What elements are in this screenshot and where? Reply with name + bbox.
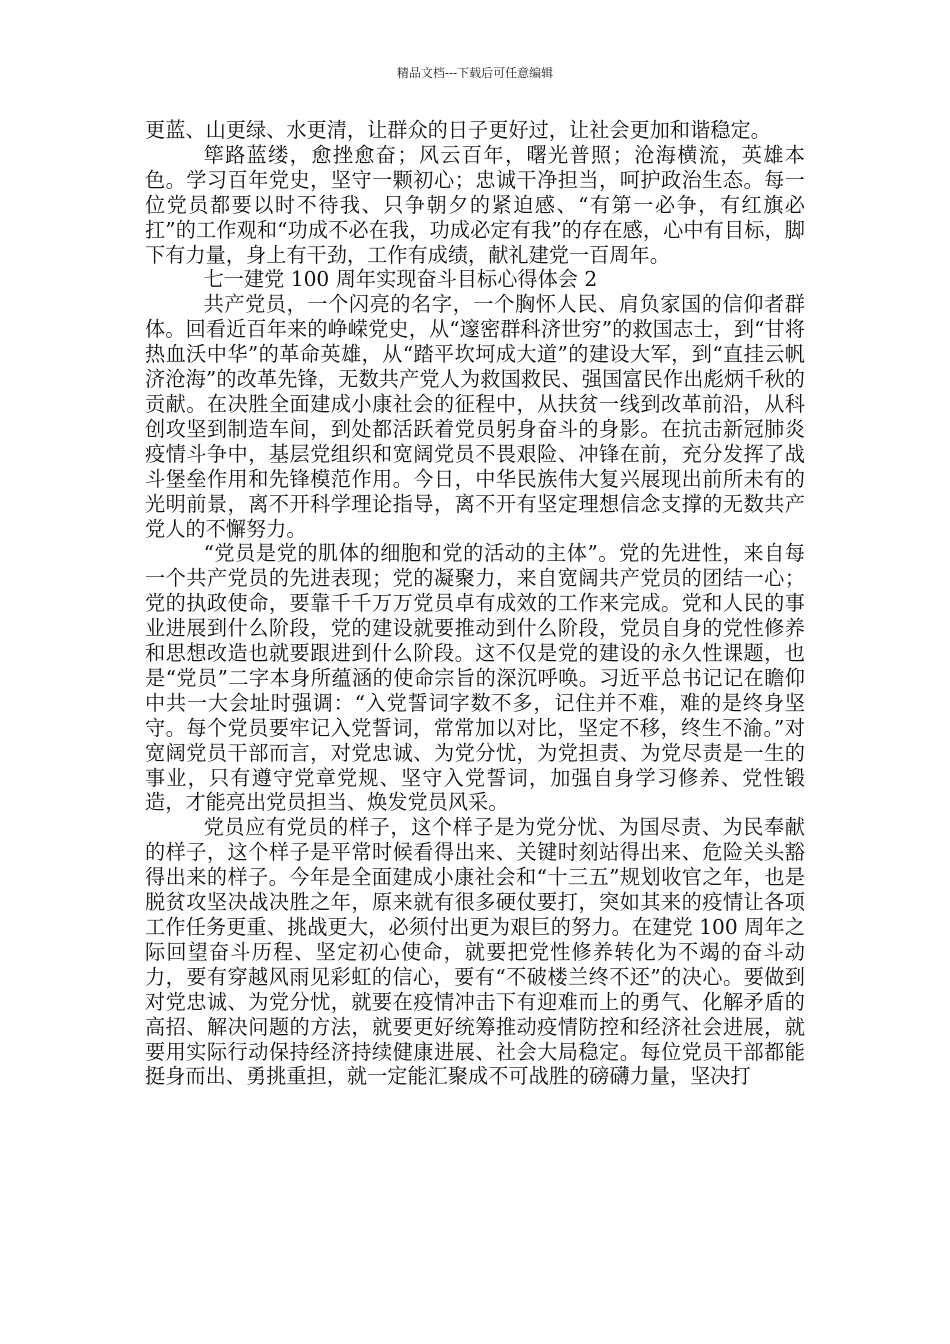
paragraph-4: “党员是党的肌体的细胞和党的活动的主体”。党的先进性，来自每一个共产党员的先进表现；党的凝聚力，来自宽阔共产党员的团结一心；党的执政使命，要靠千千万万党员卓有成效的工作来完成。党和人民的事业进展到什么阶段，党的建设就要推动到什么阶段，党员自身的党性修养和思想改造也就要跟进到什么阶段。这不仅是党的建设的永久性课题，也是“党员”二字本身所蕴涵的使命宗旨的深沉呼唤。习近平总书记记在瞻仰中共一大会址时强调：“入党誓词字数不多，记住并不难，难的是终身坚守。每个党员要牢记入党誓词，常常加以对比，坚定不移，终生不渝。”对宽阔党员干部而言，对党忠诚、为党分忧，为党担责、为党尽责是一生的事业，只有遵守党章党规、坚守入党誓词，加强自身学习修养、党性锻造，才能亮出党员担当、焕发党员风采。 <box>145 541 805 815</box>
section-heading: 七一建党 100 周年实现奋斗目标心得体会 2 <box>203 267 598 292</box>
page-header: 精品文档---下载后可任意编辑 <box>396 66 554 80</box>
paragraph-2: 筚路蓝缕，愈挫愈奋；风云百年，曙光普照；沧海横流，英雄本色。学习百年党史，坚守一颗初心；忠诚干净担当，呵护政治生态。每一位党员都要以时不待我、只争朝夕的紧迫感、“有第一必争，有红旗必扛”的工作观和“功成不必在我，功成必定有我”的存在感，心中有目标，脚下有力量，身上有干劲，工作有成绩，献礼建党一百周年。 <box>145 142 805 267</box>
paragraph-5: 党员应有党员的样子，这个样子是为党分忧、为国尽责、为民奉献的样子，这个样子是平常时候看得出来、关键时刻站得出来、危险关头豁得出来的样子。今年是全面建成小康社会和“十三五”规划收官之年，也是脱贫攻坚决战决胜之年，原来就有很多硬仗要打，突如其来的疫情让各项工作任务更重、挑战更大，必须付出更为艰巨的努力。在建党 100 周年之际回望奋斗历程、坚定初心使命，就要把党性修养转化为不竭的奋斗动力，要有穿越风雨见彩虹的信心，要有“不破楼兰终不还”的决心。要做到对党忠诚、为党分忧，就要在疫情冲击下有迎难而上的勇气、化解矛盾的高招、解决问题的方法，就要更好统筹推动疫情防控和经济社会进展，就要用实际行动保持经济持续健康进展、社会大局稳定。每位党员干部都能挺身而出、勇挑重担，就一定能汇聚成不可战胜的磅礴力量，坚决打 <box>145 815 805 1089</box>
paragraph-1: 更蓝、山更绿、水更清，让群众的日子更好过，让社会更加和谐稳定。 <box>145 118 771 142</box>
document-body <box>145 118 805 1089</box>
paragraph-3: 共产党员，一个闪亮的名字，一个胸怀人民、肩负家国的信仰者群体。回看近百年来的峥嵘党史，从“邃密群科济世穷”的救国志士，到“甘将热血沃中华”的革命英雄，从“踏平坎坷成大道”的建设大军，到“直挂云帆济沧海”的改革先锋，无数共产党人为救国救民、强国富民作出彪炳千秋的贡献。在决胜全面建成小康社会的征程中，从扶贫一线到改革前沿，从科创攻坚到制造车间，到处都活跃着党员躬身奋斗的身影。在抗击新冠肺炎疫情斗争中，基层党组织和宽阔党员不畏艰险、冲锋在前，充分发挥了战斗堡垒作用和先锋模范作用。今日，中华民族伟大复兴展现出前所未有的光明前景，离不开科学理论指导，离不开有坚定理想信念支撑的无数共产党人的不懈努力。 <box>145 292 805 541</box>
